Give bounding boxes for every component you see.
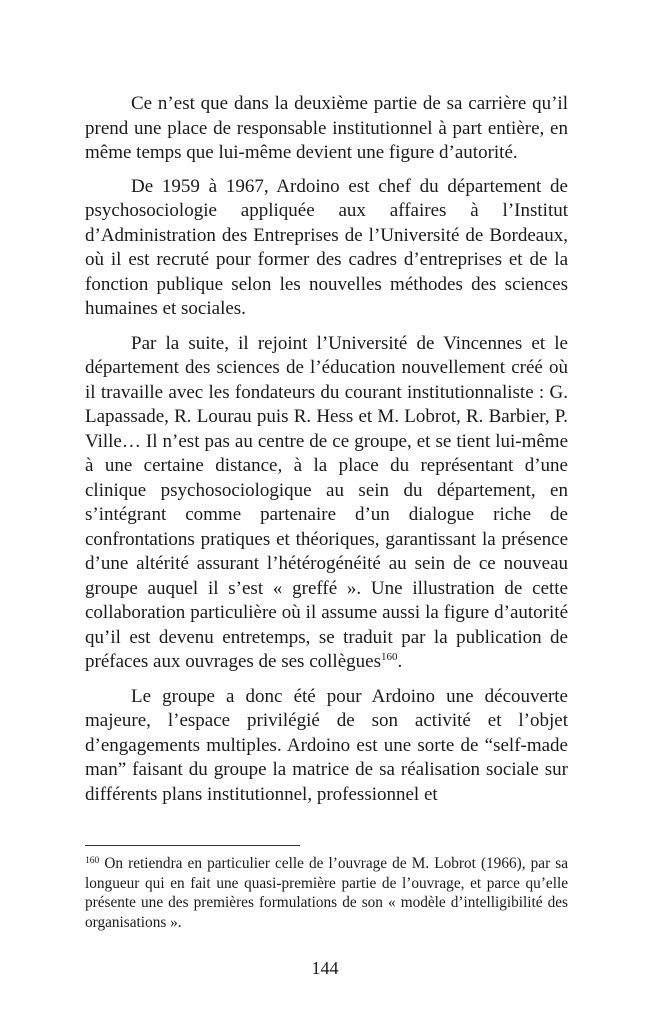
footnote — [85, 854, 568, 932]
footnote-reference[interactable]: 160 — [380, 651, 398, 663]
paragraph-1: Ce n’est que dans la deuxième partie de sa carrière qu’il prend une place de responsable institutionnel à part entière, en même temps que lui-même devient une figure d’autorité. — [85, 93, 568, 163]
paragraph-3-end: . — [397, 651, 403, 672]
body-text — [85, 92, 568, 817]
paragraph-3-text: Par la suite, il rejoint l’Université de Vincennes et le département des sciences de l’éducation nouvellement créé où il travaille avec les fondateurs du courant institutionnaliste : G. Lapassade, R. Lourau puis R. Hess et M. Lobrot, R. Barbier, P. Ville… Il n’est pas au centre de ce groupe, et se tient lui-même à une certaine distance, à la place du représentant d’une clinique psychosociologique au sein du département, en s’intégrant comme partenaire d’un dialogue riche de confrontations pratiques et théoriques, garantissant la présence d’une altérité assurant l’hétérogénéité au sein de ce nouveau groupe auquel il s’est « greffé ». Une illustration de cette collaboration particulière où il assume aussi la figure d’autorité qu’il est devenu entretemps, se traduit par la publication de préfaces aux ouvrages de ses collègues — [85, 332, 568, 672]
paragraph-2: De 1959 à 1967, Ardoino est chef du département de psychosociologie appliquée aux affaires à l’Institut d’Administration des Entreprises de l’Université de Bordeaux, où il est recruté pour former des cadres d’entreprises et de la fonction publique selon les nouvelles méthodes des sciences humaines et sociales. — [85, 175, 568, 319]
footnote-separator — [85, 845, 300, 846]
page-number: 144 — [311, 958, 339, 978]
footnote-text: On retiendra en particulier celle de l’ouvrage de M. Lobrot (1966), par sa longueur qui en fait une quasi-première partie de l’ouvrage, et parce qu’elle présente une des premières formulations de son « modèle d’intelligibilité des organisations ». — [85, 855, 568, 931]
paragraph-4: Le groupe a donc été pour Ardoino une découverte majeure, l’espace privilégié de son activité et l’objet d’engagements multiples. Ardoino est une sorte de “self-made man” faisant du groupe la matrice de sa réalisation sociale sur différents plans institutionnel, professionnel et — [85, 685, 568, 805]
paragraph-3 — [85, 332, 568, 675]
footnote-number: 160 — [85, 856, 100, 866]
